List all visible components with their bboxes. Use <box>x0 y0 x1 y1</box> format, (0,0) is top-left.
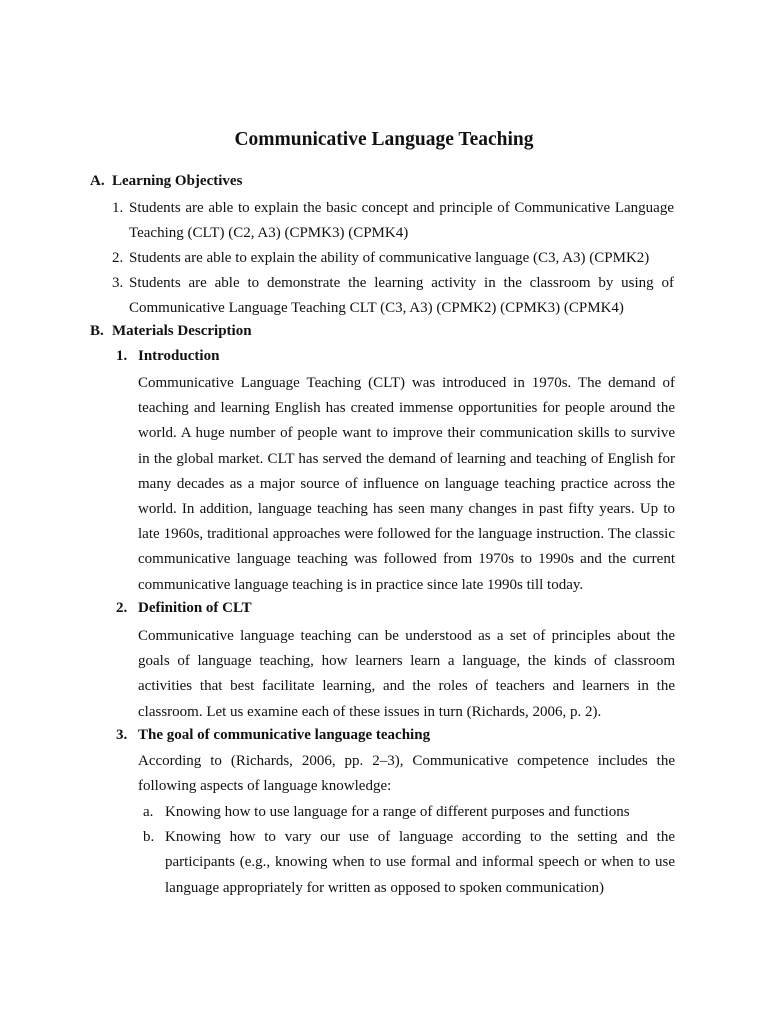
section-b-heading <box>90 323 252 340</box>
objective-number: 2. <box>112 250 124 266</box>
subsection-heading-introduction <box>116 348 219 365</box>
objective-item <box>112 271 674 321</box>
objective-item <box>112 246 674 271</box>
objective-number: 1. <box>112 200 124 216</box>
list-item-letter: a. <box>143 804 154 820</box>
definition-paragraph: Communicative language teaching can be understood as a set of principles about the goals of language teaching, how learners learn a language, the kinds of classroom activities that best facilitate learning, and the roles of teachers and learners in the classroom. Let us examine each of these issues in turn (Richards, 2006, p. 2). <box>138 628 675 720</box>
goal-paragraph: According to (Richards, 2006, pp. 2–3), Communicative competence includes the following aspects of language knowledge: <box>138 753 675 795</box>
document-title: Communicative Language Teaching <box>234 129 534 150</box>
introduction-paragraph: Communicative Language Teaching (CLT) was introduced in 1970s. The demand of teaching and learning English has created immense opportunities for people around the world. A huge number of people want to improve their communication skills to survive in the global market. CLT has served the demand of learning and teaching of English for many decades as a major source of influence on language teaching practice across the world. In addition, language teaching has seen many changes in past fifty years. Up to late 1960s, traditional approaches were followed for the language instruction. The classic communicative language teaching was followed from 1970s to 1990s and the current communicative language teaching is in practice since late 1990s till today. <box>138 375 675 593</box>
objective-text: Students are able to demonstrate the learning activity in the classroom by using of Communicative Language Teaching CLT (C3, A3) (CPMK2) (CPMK3) (CPMK4) <box>129 275 674 316</box>
objective-number: 3. <box>112 275 124 291</box>
subsection-title: Introduction <box>138 348 220 364</box>
subsection-number: 1. <box>116 348 128 364</box>
subsection-number: 2. <box>116 600 128 616</box>
objective-item <box>112 196 674 246</box>
list-item <box>143 825 675 901</box>
subsection-title: The goal of communicative language teaching <box>138 727 431 743</box>
section-a-heading <box>90 173 242 190</box>
list-item-letter: b. <box>143 829 155 845</box>
section-a-title: Learning Objectives <box>112 173 243 189</box>
objective-text: Students are able to explain the ability of communicative language (C3, A3) (CPMK2) <box>129 250 650 266</box>
list-item <box>143 800 675 825</box>
list-item-text: Knowing how to use language for a range of different purposes and functions <box>165 804 630 820</box>
subsection-number: 3. <box>116 727 128 743</box>
subsection-heading-goal <box>116 727 430 744</box>
objective-text: Students are able to explain the basic concept and principle of Communicative Language Teaching (CLT) (C2, A3) (CPMK3) (CPMK4) <box>129 200 674 241</box>
subsection-title: Definition of CLT <box>138 600 252 616</box>
list-item-text: Knowing how to vary our use of language according to the setting and the participants (e.g., knowing when to use formal and informal speech or when to use language appropriately for written as opposed to spoken communication) <box>165 829 675 896</box>
section-b-label: B. <box>90 323 104 339</box>
subsection-heading-definition <box>116 600 252 617</box>
section-b-title: Materials Description <box>112 323 252 339</box>
section-a-label: A. <box>90 173 105 189</box>
